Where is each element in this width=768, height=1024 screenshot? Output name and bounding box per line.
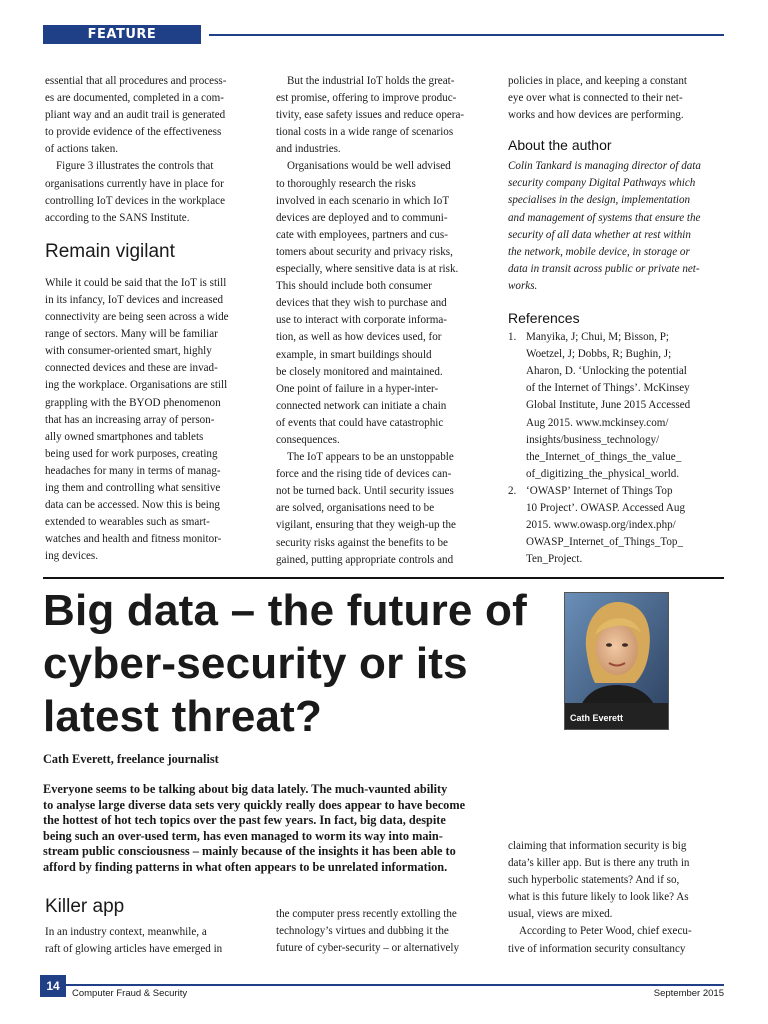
reference-item	[508, 483, 726, 568]
author-photo	[564, 592, 669, 730]
about-author-text: Colin Tankard is managing director of data security company Digital Pathways which specialises in the design, implementation and management of systems that ensure the security of all data whether at rest within the network, mobile device, in storage or data in transit across public or private net- works.	[508, 160, 701, 292]
footer-rule	[66, 984, 724, 986]
paragraph: Figure 3 illustrates the controls that organisations currently have in place for controlling IoT devices in the workplace according to the SANS Institute.	[45, 160, 226, 224]
paragraph: the computer press recently extolling the technology’s virtues and dubbing it the future of cyber-security – or alternatively	[276, 908, 460, 955]
article-divider	[43, 577, 724, 579]
paragraph: In an industry context, meanwhile, a raft of glowing articles have emerged in	[45, 926, 223, 956]
article-column-1	[45, 896, 259, 958]
reference-number: 2.	[508, 484, 517, 497]
column-2	[276, 73, 494, 569]
paragraph: While it could be said that the IoT is still in its infancy, IoT devices and increased connectivity are being seen across a wide range of sectors. Many will be familiar with consumer-oriented smart, highly connected devices and these are invad- ing the workplace. Organisations are still grappling with the BYOD phenomenon that has an increasing array of person- ally owned smartphones and tablets being used for work purposes, creating headaches for many in terms of manag- ing them and controlling what sensitive data can be accessed. Now this is being extended to wearables such as smart- watches and health and fitness monitor- ing devices.	[45, 276, 229, 563]
paragraph: But the industrial IoT holds the great- est promise, offering to improve produc- tivity, ease safety issues and reduce opera- tional costs in a wide range of scenarios and industries.	[276, 75, 465, 156]
column-3	[508, 73, 726, 568]
article-headline: Big data – the future of cyber-security or its latest threat?	[43, 586, 527, 741]
standfirst: Everyone seems to be talking about big data lately. The much-vaunted ability to analyse large diverse data sets very quickly really does appear to have become the hottest of hot tech topics over the past few years. In fact, big data, despite being such an over-used term, has even managed to worm its way into main- stream public consciousness – mainly because of the insights it has been able to afford by finding patterns in what often appears to be unrelated information.	[43, 782, 466, 874]
photo-caption: Cath Everett	[570, 713, 624, 723]
column-1	[45, 73, 259, 565]
paragraph: According to Peter Wood, chief execu- tive of information security consultancy	[508, 925, 692, 955]
paragraph: policies in place, and keeping a constant eye over what is connected to their net- works and how devices are performing.	[508, 75, 687, 122]
issue-date: September 2015	[653, 988, 724, 999]
byline: Cath Everett, freelance journalist	[43, 752, 219, 766]
section-heading-remain-vigilant: Remain vigilant	[45, 240, 175, 262]
journal-name: Computer Fraud & Security	[72, 988, 188, 999]
paragraph: essential that all procedures and process- es are documented, completed in a com- pliant way and an audit trail is generated to provide evidence of the effectiveness of actions taken.	[45, 75, 227, 156]
reference-item	[508, 329, 726, 483]
references-heading: References	[508, 310, 580, 327]
reference-text: ‘OWASP’ Internet of Things Top 10 Project’. OWASP. Accessed Aug 2015. www.owasp.org/index.php/ OWASP_Internet_of_Things_Top_ Ten_Project.	[526, 484, 685, 566]
paragraph: The IoT appears to be an unstoppable force and the rising tide of devices can- not be turned back. Until security issues are solved, organisations need to be vigilant, ensuring that they weigh-up the security risks against the benefits to be gained, putting appropriate controls and	[276, 451, 456, 566]
article-column-2	[276, 906, 494, 957]
page-number: 14	[40, 975, 66, 997]
paragraph: Organisations would be well advised to thoroughly research the risks involved in each scenario in which IoT devices are deployed and to communi- cate with employees, partners and cus- tomers about security and privacy risks, especially, where sensitive data is at risk. This should include both consumer devices that they wish to purchase and use to interact with corporate informa- tion, as well as how devices used, for example, in smart buildings should be closely monitored and maintained. One point of failure in a hyper-inter- connected network can initiate a chain of events that could have catastrophic consequences.	[276, 160, 459, 446]
about-author-heading: About the author	[508, 137, 612, 154]
reference-text: Manyika, J; Chui, M; Bisson, P; Woetzel, J; Dobbs, R; Bughin, J; Aharon, D. ‘Unlocking the potential of the Internet of Things’. McKinsey Global Institute, June 2015 Accessed Aug 2015. www.mckinsey.com/ insights/business_technology/ the_Internet_of_things_the_value_ of_digitizing_the_physical_world.	[526, 331, 691, 480]
section-heading-killer-app: Killer app	[45, 896, 125, 917]
section-label: FEATURE	[43, 25, 201, 44]
paragraph: claiming that information security is big data’s killer app. But is there any truth in such hyperbolic statements? And if so, what is this future likely to look like? As usual, views are mixed.	[508, 840, 690, 921]
header-rule	[209, 34, 724, 36]
article-column-3	[508, 838, 726, 958]
reference-number: 1.	[508, 331, 517, 344]
